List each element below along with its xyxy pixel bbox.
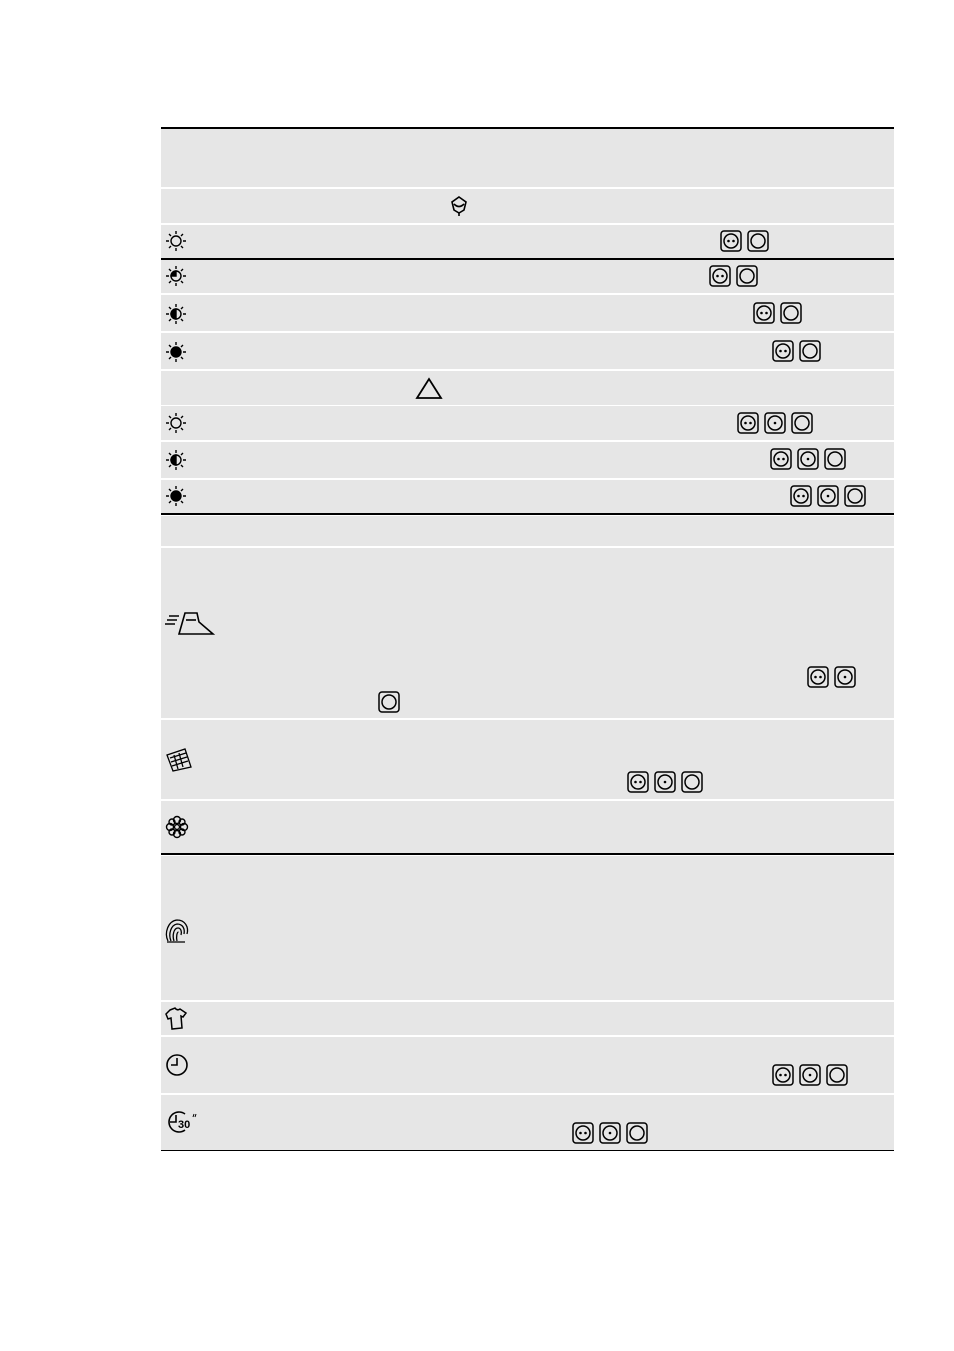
drip-dry-icon: [799, 340, 821, 362]
tumble-dry-one-dot-icon: [764, 412, 786, 434]
cotton-extra-dry-row: [161, 225, 894, 258]
table-header-row: [161, 129, 894, 187]
rule-synthetics-end: [161, 513, 894, 515]
tumble-dry-one-dot-icon: [599, 1122, 621, 1144]
tumble-dry-two-dots-icon: [772, 340, 794, 362]
wool-icon: [164, 917, 190, 945]
flower-icon: [165, 815, 189, 839]
sun-full-icon: [165, 341, 187, 363]
sun-half-icon: [165, 449, 187, 471]
care-symbols: [753, 302, 802, 324]
drip-dry-icon: [378, 691, 400, 713]
tumble-dry-two-dots-icon: [790, 485, 812, 507]
drip-dry-icon: [780, 302, 802, 324]
care-symbols: [770, 448, 846, 470]
cotton-symbol-icon: [449, 195, 469, 217]
delicates-row: [161, 801, 894, 854]
synthetics-section-row: [161, 371, 894, 405]
tumble-dry-one-dot-icon: [797, 448, 819, 470]
care-symbols: [790, 485, 866, 507]
tumble-dry-two-dots-icon: [772, 1064, 794, 1086]
clock-30-icon: [164, 1109, 198, 1135]
rule-wool-start: [161, 853, 894, 855]
drip-dry-icon: [681, 771, 703, 793]
care-symbols: [572, 1122, 648, 1144]
drip-dry-icon: [626, 1122, 648, 1144]
tumble-dry-two-dots-icon: [572, 1122, 594, 1144]
mixed-fabric-icon: [165, 747, 193, 773]
sun-icon: [165, 230, 187, 252]
refresh-30-row: [161, 1095, 894, 1151]
tumble-dry-two-dots-icon: [770, 448, 792, 470]
sun-half-icon: [165, 303, 187, 325]
care-symbols: [709, 265, 758, 287]
tumble-dry-one-dot-icon: [799, 1064, 821, 1086]
synthetics-iron-dry-row: [161, 480, 894, 514]
svg-text:30: 30: [178, 1119, 191, 1131]
tumble-dry-two-dots-icon: [807, 666, 829, 688]
wool-row: [161, 856, 894, 1000]
care-symbols: [627, 771, 703, 793]
care-symbols: [772, 1064, 848, 1086]
tumble-dry-one-dot-icon: [654, 771, 676, 793]
cotton-strong-dry-row: [161, 260, 894, 293]
care-symbols: [737, 412, 813, 434]
tumble-dry-two-dots-icon: [753, 302, 775, 324]
tumble-dry-two-dots-icon: [720, 230, 742, 252]
synthetics-triangle-icon: [415, 376, 443, 400]
drip-dry-icon: [791, 412, 813, 434]
sun-full-icon: [165, 485, 187, 507]
tumble-dry-one-dot-icon: [817, 485, 839, 507]
clock-icon: [164, 1052, 190, 1078]
drip-dry-icon: [824, 448, 846, 470]
drip-dry-icon: [736, 265, 758, 287]
rule-bottom: [161, 1150, 894, 1151]
care-symbols: [378, 691, 400, 713]
tumble-dry-two-dots-icon: [709, 265, 731, 287]
spacer-row: [161, 516, 894, 546]
cotton-section-row: [161, 189, 894, 223]
tumble-dry-two-dots-icon: [627, 771, 649, 793]
sun-icon: [165, 412, 187, 434]
care-symbols: [807, 666, 856, 688]
drip-dry-icon: [826, 1064, 848, 1086]
sportswear-row: [161, 1002, 894, 1035]
rule-cotton-end: [161, 258, 894, 260]
drip-dry-icon: [747, 230, 769, 252]
sun-quarter-icon: [165, 265, 187, 287]
care-symbols: [720, 230, 769, 252]
sportswear-icon: [164, 1006, 190, 1032]
tumble-dry-one-dot-icon: [834, 666, 856, 688]
easy-iron-icon: [165, 610, 215, 636]
mixed-row: [161, 720, 894, 799]
tumble-dry-two-dots-icon: [737, 412, 759, 434]
drip-dry-icon: [844, 485, 866, 507]
care-symbols: [772, 340, 821, 362]
easy-iron-row: [161, 548, 894, 718]
rule-top: [161, 127, 894, 129]
